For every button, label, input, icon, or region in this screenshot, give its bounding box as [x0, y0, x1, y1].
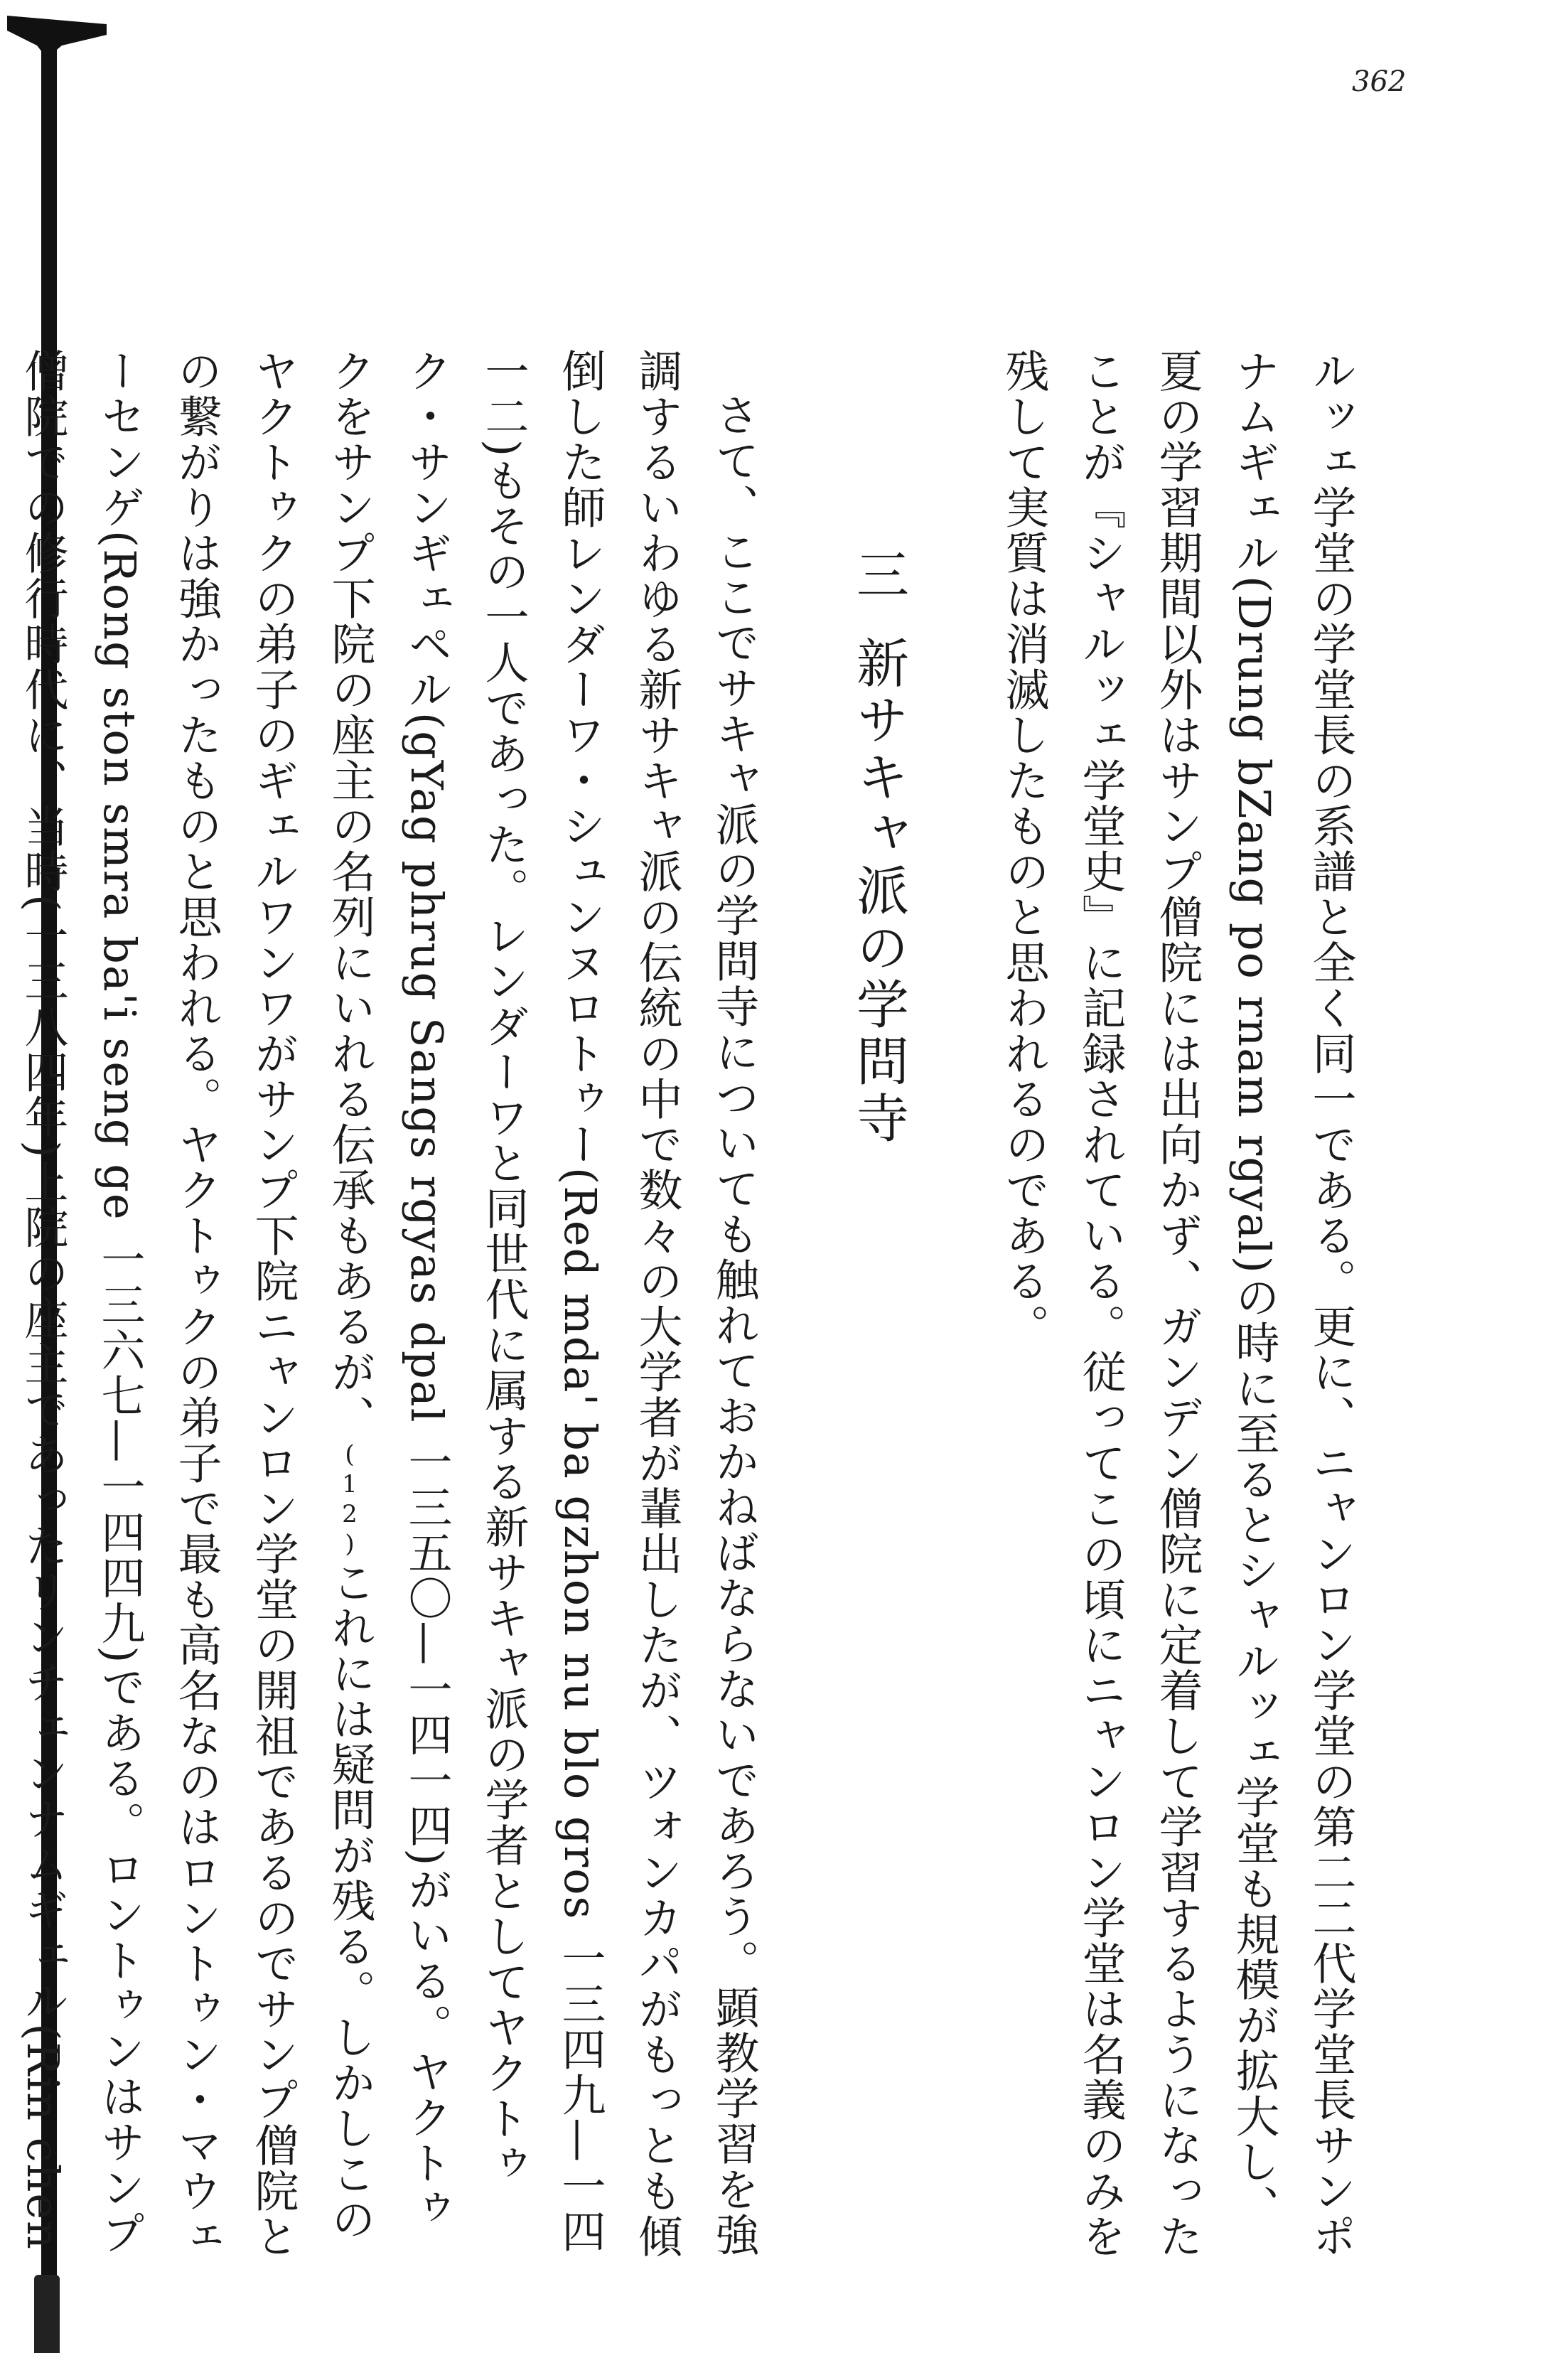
section-title: 新サキャ派の学問寺	[848, 636, 909, 1148]
paragraph-2-part-a: さて、ここでサキャ派の学問寺についても触れておかねばならないであろう。顕教学習を強調するいわゆる新サキャ派の伝統の中で数々の大学者が輩出したが、ツォンカパがもっとも傾倒した師レンダーワ・シュンヌロトゥー(Red mda' ba gzhon nu blo gros 一三四九—一四一二)もその一人であった。レンダーワと同世代に属する新サキャ派の学者としてヤクトゥク・サンギェペル(gYag phrug Sangs rgyas dpal 一三五〇—一四一四)がいる。ヤクトゥクをサンプ下院の座主の名列にいれる伝承もあるが、	[324, 348, 760, 2259]
binding-edge-top	[7, 16, 107, 58]
page-number: 362	[1352, 65, 1407, 98]
note-ref-12: (12)	[335, 1440, 364, 1560]
section-heading	[840, 348, 917, 2268]
paragraph-2-part-b: これには疑問が残る。しかしこのヤクトゥクの弟子のギェルワンワがサンプ下院ニャンロン学堂の開祖であるのでサンプ僧院との繋がりは強かったものと思われる。ヤクトゥクの弟子で最も高名なのはロントゥン・マウェーセンゲ(Rong ston smra ba'i seng ge 一三六七—一四四九)である。ロントゥンはサンプ僧院での修行時代に、当時(一三八四年)上院の座主であったリンチェンナムギェル(Rin chen	[17, 348, 376, 2259]
paragraph-1: ルッェ学堂の学堂長の系譜と全く同一である。更に、ニャンロン学堂の第二二代学堂長サンポナムギェル(Drung bZang po rnam rgyal)の時に至るとシャルッェ学堂も規模が拡大し、夏の学習期間以外はサンプ僧院には出向かず、ガンデン僧院に定着して学習するようになったことが『シャルッェ学堂史』に記録されている。従ってこの頃にニャンロン学堂は名義のみを残して実質は消滅したものと思われるのである。	[998, 348, 1357, 2259]
binding-edge-bottom	[34, 2275, 60, 2353]
section-number: 三	[848, 547, 909, 604]
paragraph-2	[0, 348, 772, 2268]
vertical-text-body	[0, 348, 1369, 2268]
